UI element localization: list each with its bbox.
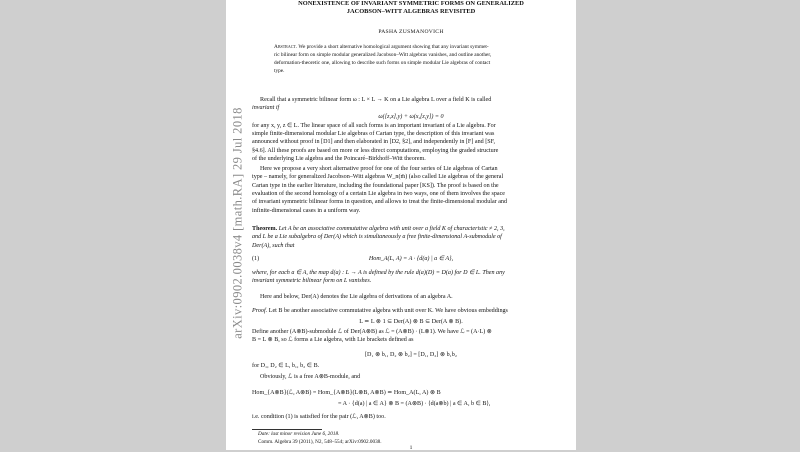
body-line-3: for any x, y, z ∈ L. The linear space of all such forms is an important invariant of a Lie algebra. For bbox=[252, 123, 496, 129]
body-line-8: Here we propose a very short alternative proof for one of the four series of Lie algebras of Cartan bbox=[260, 166, 498, 172]
paper-title-line-1: NONEXISTENCE OF INVARIANT SYMMETRIC FORMS ON GENERALIZED bbox=[298, 0, 524, 7]
proof-line-4: for D₁, D₂ ∈ L, b₁, b₂ ∈ B. bbox=[252, 363, 320, 369]
body-line-11: evaluation of the second homology of a certain Lie algebra in two ways, one of them involves the space bbox=[252, 191, 505, 197]
page-number: 1 bbox=[409, 445, 413, 451]
proof-line-6: i.e. condition (1) is satisfied for the pair (ℒ, A⊗B) too. bbox=[252, 414, 386, 420]
proof-equation-hom-1: Hom_{A⊗B}(ℒ, A⊗B) = Hom_{A⊗B}(L⊗B, A⊗B) ≃ Hom_A(L, A) ⊗ B bbox=[252, 390, 441, 396]
theorem-line-1: Theorem. Let A be an associative commutative algebra with unit over a field K of characteristic ≠ 2, 3, bbox=[252, 226, 505, 232]
proof-line-5: Obviously, ℒ is a free A⊗B-module, and bbox=[260, 374, 361, 380]
body-line-12: of invariant symmetric bilinear forms in question, and allows to treat the finite-dimensional modular and bbox=[252, 199, 508, 205]
body-line-7: of the underlying Lie algebra and the Poincaré–Birkhoff–Witt theorem. bbox=[252, 156, 426, 162]
theorem-label: Theorem. bbox=[252, 226, 278, 232]
theorem-line-5: invariant symmetric bilinear form on L vanishes. bbox=[252, 278, 372, 284]
proof-label: Proof. bbox=[252, 308, 268, 314]
abstract-line-3: deformation-theoretic one, allowing to describe such forms on simple modular Lie algebras of contact bbox=[274, 59, 491, 66]
theorem-line-2: and L be a Lie subalgebra of Der(A) which is simultaneously a free finite-dimensional A-submodule of bbox=[252, 234, 502, 240]
paper-author: PASHA ZUSMANOVICH bbox=[378, 29, 444, 35]
abstract-line-1: Abstract. We provide a short alternative homological argument showing that any invariant symmet- bbox=[274, 43, 489, 50]
equation-1: Hom_A(L, A) = A · {d(a) | a ∈ A}, bbox=[368, 256, 454, 262]
theorem-line-4: where, for each a ∈ A, the map d(a) : L → A is defined by the rule d(a)(D) = D(a) for D ∈ L. Then any bbox=[252, 270, 505, 276]
body-line-10: Cartan type in the earlier literature, including the foundational paper [KS]). The proof is based on the bbox=[252, 183, 499, 189]
footnote-date: Date: last minor revision June 6, 2018. bbox=[258, 431, 340, 437]
proof-line-2: Define another (A⊗B)-submodule ℒ of Der(A⊗B) as ℒ = (A⊗B) · (L⊗1). We have ℒ = (A·L) ⊗ bbox=[252, 329, 492, 335]
body-line-5: announced without proof in [D1] and then elaborated in [D2, §2], and independently in [F] and [SF, bbox=[252, 139, 496, 145]
body-line-6: §4.6]. All these proofs are based on more or less direct computations, employing the graded structure bbox=[252, 148, 499, 154]
proof-equation-brackets: [D₁ ⊗ b₁, D₂ ⊗ b₂] = [D₁, D₂] ⊗ b₁b₂ bbox=[365, 352, 457, 358]
equation-invariance: ω([z,x],y) + ω(x,[z,y]) = 0 bbox=[378, 114, 444, 120]
abstract-label: Abstract. bbox=[274, 43, 298, 50]
abstract-line-4: type. bbox=[274, 67, 285, 74]
footnote-rule bbox=[252, 429, 322, 430]
abstract-line-2: ric bilinear form on simple modular generalized Jacobson–Witt algebras vanishes, and outline another, bbox=[274, 51, 492, 58]
arxiv-identifier: arXiv:0902.0038v4 [math.RA] 29 Jul 2018 bbox=[230, 107, 245, 339]
proof-equation-embeddings: L ≃ L ⊗ 1 ⊆ Der(A) ⊗ B ⊆ Der(A ⊗ B). bbox=[359, 319, 463, 325]
body-line-13: infinite-dimensional cases in a uniform way. bbox=[252, 208, 361, 214]
paper-title-line-2: JACOBSON–WITT ALGEBRAS REVISITED bbox=[346, 7, 476, 15]
body-line-4: simple finite-dimensional modular Lie algebras of Cartan type, the description of this invariant was bbox=[252, 131, 495, 137]
derivations-note: Here and below, Der(A) denotes the Lie algebra of derivations of an algebra A. bbox=[260, 294, 453, 300]
proof-line-3: B = L ⊗ B, so ℒ forms a Lie algebra, with Lie brackets defined as bbox=[252, 337, 414, 343]
proof-equation-hom-2: = A · {d(a) | a ∈ A} ⊗ B = (A⊗B) · ⟨d(a⊗b) | a ∈ A, b ∈ B⟩, bbox=[338, 401, 491, 407]
theorem-line-3: Der(A), such that bbox=[252, 243, 295, 249]
equation-number: (1) bbox=[252, 256, 260, 262]
proof-line-1: Proof. Let B be another associative commutative algebra with unit over K. We have obvious embeddings bbox=[252, 308, 508, 314]
body-line-1: Recall that a symmetric bilinear form ω : L × L → K on a Lie algebra L over a field K is called bbox=[260, 97, 492, 103]
body-line-9: type – namely, for generalized Jacobson–Witt algebras W_n(m̄) (also called Lie algebras of the general bbox=[252, 174, 504, 180]
arxiv-sidebar bbox=[226, 96, 250, 350]
footnote-journal: Comm. Algebra 39 (2011), N2, 548–554; arXiv:0902.0038. bbox=[258, 438, 382, 445]
body-line-2: invariant if bbox=[252, 105, 280, 111]
